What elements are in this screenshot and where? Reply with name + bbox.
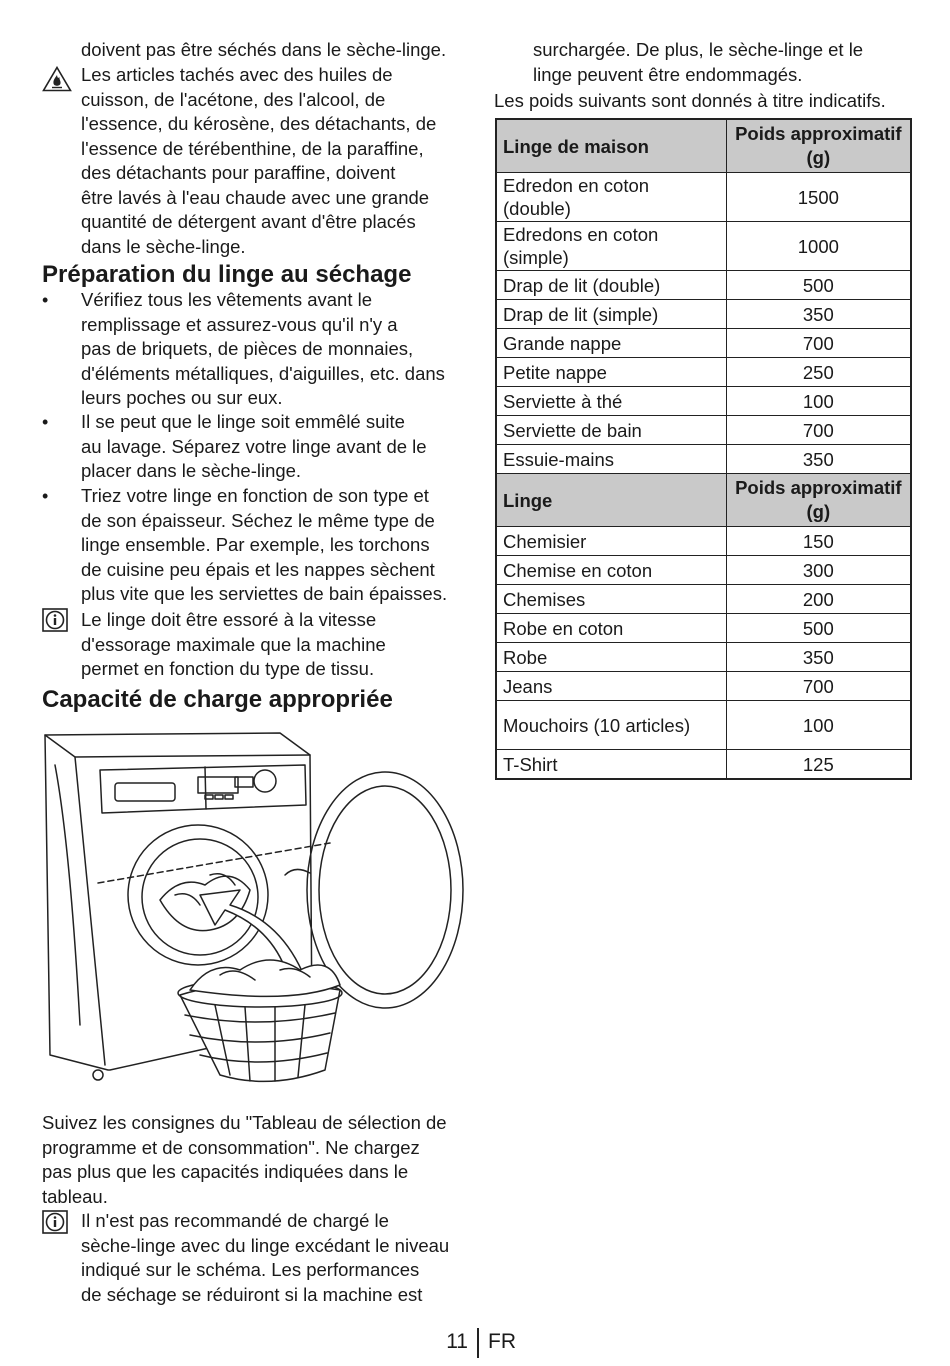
weight-cell: 350	[726, 445, 911, 474]
item-cell: Grande nappe	[496, 329, 726, 358]
info-icon	[42, 608, 68, 632]
weight-cell: 350	[726, 643, 911, 672]
item-cell: Edredon en coton (double)	[496, 173, 726, 222]
table-row	[496, 527, 911, 556]
weight-cell: 100	[726, 387, 911, 416]
continued-text: surchargée. De plus, le sèche-linge et le linge peuvent être endommagés.	[533, 39, 864, 85]
table-row	[496, 300, 911, 329]
table-intro: Les poids suivants sont donnés à titre indicatifs.	[494, 90, 886, 111]
weights-table	[495, 118, 912, 780]
section-heading-preparation: Préparation du linge au séchage	[42, 261, 412, 288]
item-cell: Serviette de bain	[496, 416, 726, 445]
weight-cell: 500	[726, 271, 911, 300]
weight-cell: 700	[726, 672, 911, 701]
item-cell: Jeans	[496, 672, 726, 701]
table-header-row	[496, 119, 911, 173]
header-cell-item: Linge de maison	[496, 119, 726, 173]
bullet-item: Il se peut que le linge soit emmêlé suite au lavage. Séparez votre linge avant de le placer dans le sèche-linge.	[81, 411, 427, 481]
table-row	[496, 750, 911, 780]
item-cell: Robe en coton	[496, 614, 726, 643]
table-row	[496, 614, 911, 643]
weight-cell: 700	[726, 329, 911, 358]
item-cell: Chemisier	[496, 527, 726, 556]
fire-warning-icon	[42, 66, 72, 92]
weight-cell: 300	[726, 556, 911, 585]
table-row	[496, 643, 911, 672]
weight-cell: 350	[726, 300, 911, 329]
table-row	[496, 556, 911, 585]
dryer-loading-illustration	[40, 725, 465, 1095]
weight-cell: 250	[726, 358, 911, 387]
table-row	[496, 222, 911, 271]
item-cell: Drap de lit (double)	[496, 271, 726, 300]
bullet-marker: •	[42, 412, 49, 432]
info-text: Il n'est pas recommandé de chargé le sèche-linge avec du linge excédant le niveau indiqué sur le schéma. Les performances de séchage se réduiront si la machine est	[81, 1210, 450, 1305]
weight-cell: 1500	[726, 173, 911, 222]
item-cell: Chemise en coton	[496, 556, 726, 585]
footer-divider	[477, 1328, 479, 1358]
table-row	[496, 672, 911, 701]
weight-cell: 700	[726, 416, 911, 445]
weight-cell: 125	[726, 750, 911, 780]
weight-cell: 200	[726, 585, 911, 614]
bullet-marker: •	[42, 486, 49, 506]
item-cell: Petite nappe	[496, 358, 726, 387]
item-cell: Drap de lit (simple)	[496, 300, 726, 329]
language-code: FR	[488, 1330, 516, 1353]
table-row	[496, 445, 911, 474]
intro-paragraph: doivent pas être séchés dans le sèche-linge.	[81, 39, 447, 60]
item-cell: Robe	[496, 643, 726, 672]
table-row	[496, 585, 911, 614]
bullet-marker: •	[42, 290, 49, 310]
weight-cell: 100	[726, 701, 911, 750]
table-row	[496, 329, 911, 358]
item-cell: Mouchoirs (10 articles)	[496, 701, 726, 750]
table-row	[496, 271, 911, 300]
table-row	[496, 416, 911, 445]
warning-text: Les articles tachés avec des huiles de cuisson, de l'acétone, des l'alcool, de l'essence, du kérosène, des détachants, de l'essence de térébenthine, de la paraffine, des détachants pour paraffine, doivent être lavés à l'eau chaude avec une grande quantité de détergent avant d'être placés dans le sèche-linge.	[81, 64, 437, 257]
capacity-paragraph: Suivez les consignes du "Tableau de sélection de programme et de consommation". Ne chargez pas plus que les capacités indiquées dans le tableau.	[42, 1112, 447, 1207]
table-row	[496, 387, 911, 416]
header-cell-weight: Poids approximatif (g)	[726, 119, 911, 173]
table-header-row	[496, 474, 911, 527]
weight-cell: 500	[726, 614, 911, 643]
item-cell: Essuie-mains	[496, 445, 726, 474]
weight-cell: 1000	[726, 222, 911, 271]
table-row	[496, 173, 911, 222]
item-cell: Edredons en coton (simple)	[496, 222, 726, 271]
bullet-item: Triez votre linge en fonction de son type et de son épaisseur. Séchez le même type de linge ensemble. Par exemple, les torchons de cuisine peu épais et les nappes sèchent plus vite que les serviettes de bain épaisses.	[81, 485, 448, 604]
item-cell: T-Shirt	[496, 750, 726, 780]
page-number: 11	[446, 1330, 468, 1353]
item-cell: Serviette à thé	[496, 387, 726, 416]
table-row	[496, 701, 911, 750]
info-icon	[42, 1210, 68, 1234]
header-cell-weight: Poids approximatif (g)	[726, 474, 911, 527]
section-heading-capacity: Capacité de charge appropriée	[42, 686, 393, 713]
header-cell-item: Linge	[496, 474, 726, 527]
weight-cell: 150	[726, 527, 911, 556]
bullet-item: Vérifiez tous les vêtements avant le remplissage et assurez-vous qu'il n'y a pas de briquets, de pièces de monnaies, d'éléments métalliques, d'aiguilles, etc. dans leurs poches ou sur eux.	[81, 289, 445, 408]
table-row	[496, 358, 911, 387]
info-text: Le linge doit être essoré à la vitesse d'essorage maximale que la machine permet en fonction du type de tissu.	[81, 609, 386, 679]
item-cell: Chemises	[496, 585, 726, 614]
